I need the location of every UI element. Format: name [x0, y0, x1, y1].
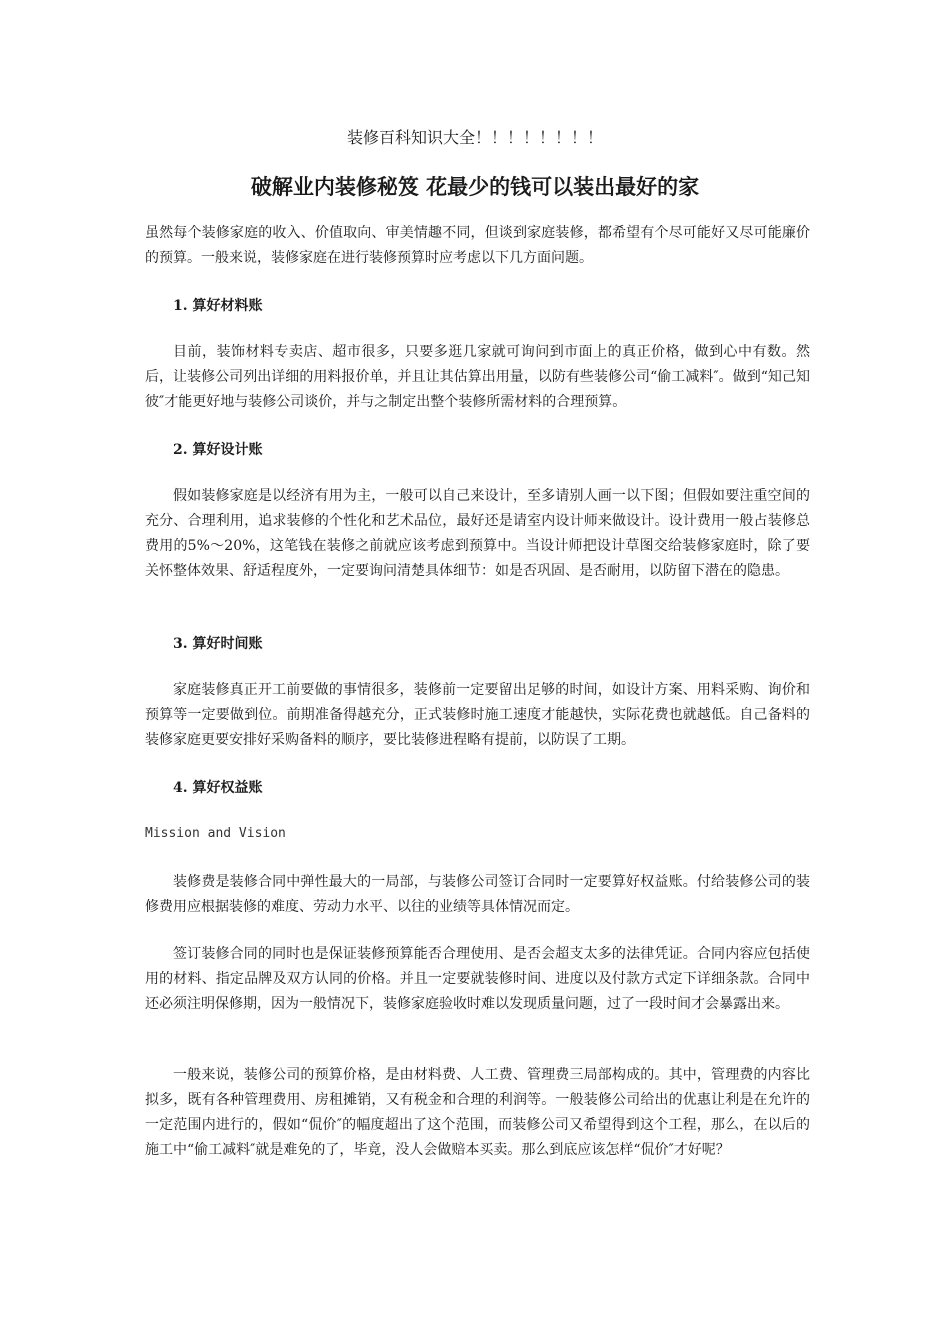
closing-paragraph-2: 签订装修合同的同时也是保证装修预算能否合理使用、是否会超支太多的法律凭证。合同内容应包括使用的材料、指定品牌及双方认同的价格。并且一定要就装修时间、进度以及付款方式定下详细条款。合同中还必须注明保修期，因为一般情况下，装修家庭验收时难以发现质量问题，过了一段时间才会暴露出来。 [145, 946, 810, 1012]
mission-label: Mission and Vision [145, 826, 286, 841]
closing-paragraph-1: 装修费是装修合同中弹性最大的一局部，与装修公司签订合同时一定要算好权益账。付给装修公司的装修费用应根据装修的难度、劳动力水平、以往的业绩等具体情况而定。 [145, 874, 810, 915]
document-header: 装修百科知识大全！！！！！！！！ [346, 128, 603, 147]
section-heading-design: 2. 算好设计账 [173, 442, 263, 458]
section-paragraph-materials: 目前，装饰材料专卖店、超市很多，只要多逛几家就可询问到市面上的真正价格，做到心中有数。然后，让装修公司列出详细的用料报价单，并且让其估算出用量，以防有些装修公司“偷工减料″。做到“知己知彼″才能更好地与装修公司谈价，并与之制定出整个装修所需材料的合理预算。 [145, 344, 810, 410]
document-title: 破解业内装修秘笈 花最少的钱可以装出最好的家 [250, 174, 700, 199]
section-heading-materials: 1. 算好材料账 [173, 298, 263, 314]
section-paragraph-design: 假如装修家庭是以经济有用为主，一般可以自己来设计，至多请别人画一以下图；但假如要注重空间的充分、合理利用，追求装修的个性化和艺术品位，最好还是请室内设计师来做设计。设计费用一般占装修总费用的5%～20%，这笔钱在装修之前就应该考虑到预算中。当设计师把设计草图交给装修家庭时，除了要关怀整体效果、舒适程度外，一定要询问清楚具体细节：如是否巩固、是否耐用，以防留下潜在的隐患。 [145, 488, 810, 579]
intro-paragraph: 虽然每个装修家庭的收入、价值取向、审美情趣不同，但谈到家庭装修，都希望有个尽可能好又尽可能廉价的预算。一般来说，装修家庭在进行装修预算时应考虑以下几方面问题。 [145, 225, 810, 266]
closing-paragraph-3: 一般来说，装修公司的预算价格，是由材料费、人工费、管理费三局部构成的。其中，管理费的内容比拟多，既有各种管理费用、房租摊销，又有税金和合理的利润等。一般装修公司给出的优惠让利是在允许的一定范围内进行的，假如“侃价″的幅度超出了这个范围，而装修公司又希望得到这个工程，那么，在以后的施工中“偷工减料″就是难免的了，毕竟，没人会做赔本买卖。那么到底应该怎样“侃价″才好呢？ [145, 1067, 810, 1158]
section-heading-time: 3. 算好时间账 [173, 636, 263, 652]
section-heading-rights: 4. 算好权益账 [173, 780, 263, 796]
section-paragraph-time: 家庭装修真正开工前要做的事情很多，装修前一定要留出足够的时间，如设计方案、用料采购、询价和预算等一定要做到位。前期准备得越充分，正式装修时施工速度才能越快，实际花费也就越低。自己备料的装修家庭更要安排好采购备料的顺序，要比装修进程略有提前，以防误了工期。 [145, 682, 810, 748]
